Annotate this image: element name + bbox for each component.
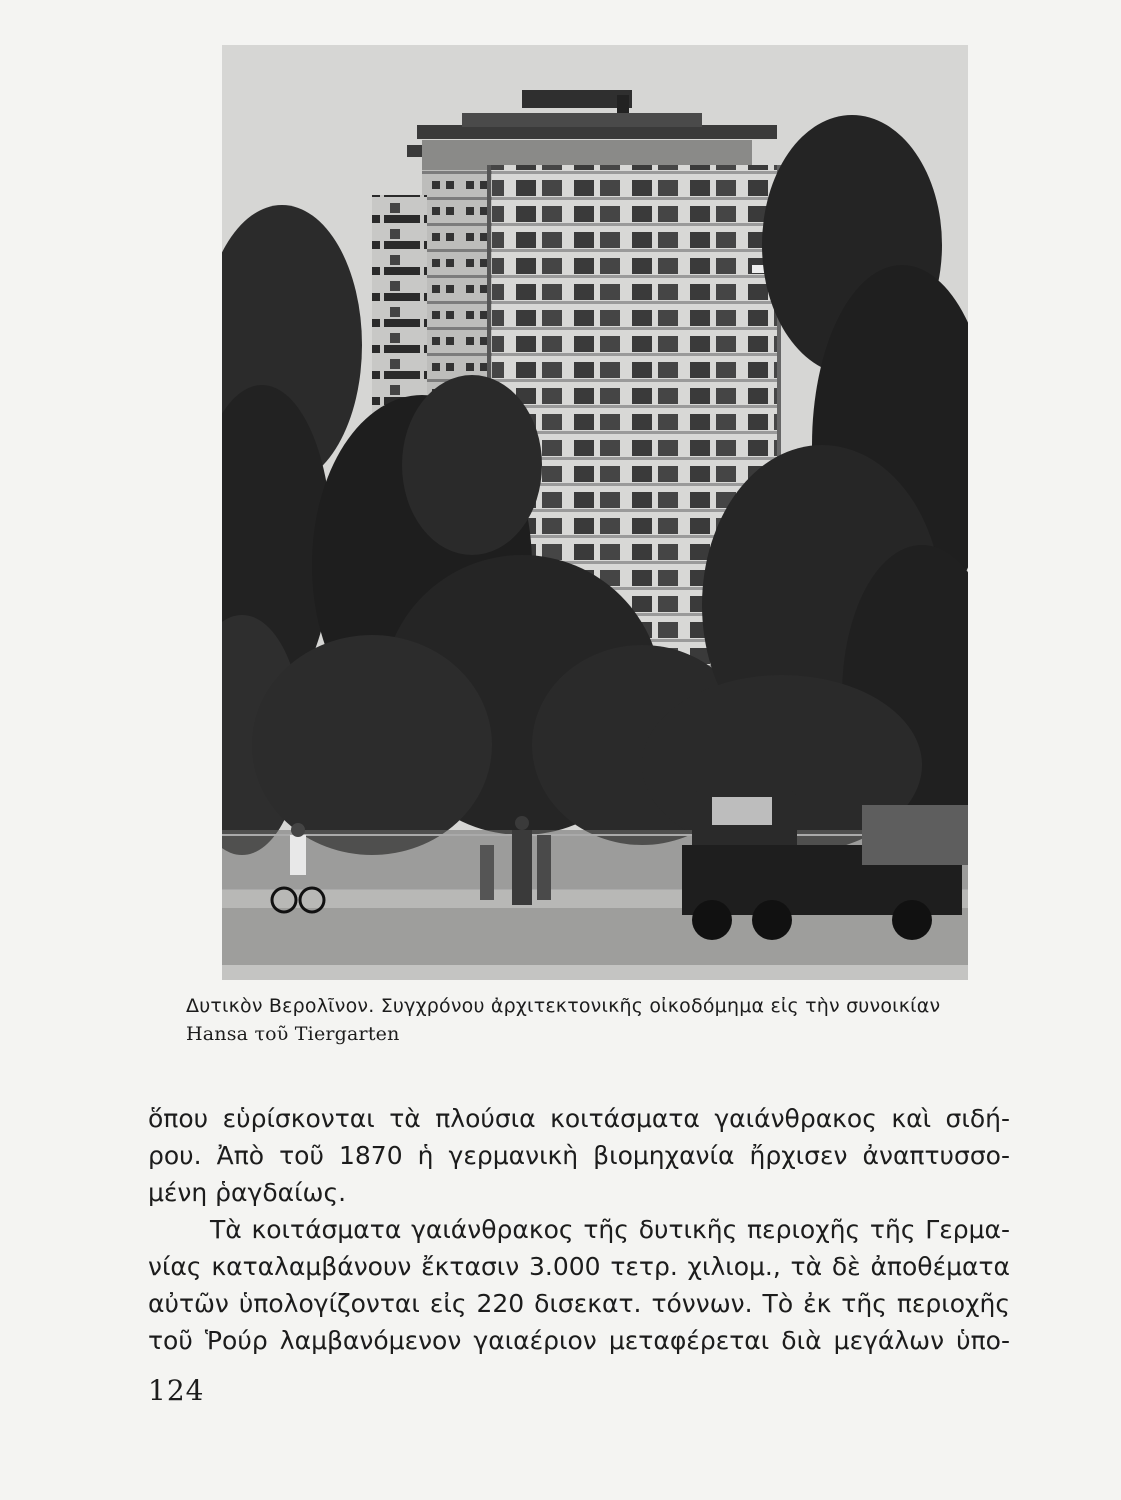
- text-line: αὐτῶν ὑπολογίζονται εἰς 220 δισεκατ. τόννων. Τὸ ἐκ τῆς περιοχῆς: [148, 1289, 1010, 1318]
- text-line: νίας καταλαμβάνουν ἔκτασιν 3.000 τετρ. χιλιομ., τὰ δὲ ἀποθέματα: [148, 1252, 1010, 1281]
- text-line: ρου. Ἀπὸ τοῦ 1870 ἡ γερμανικὴ βιομηχανία ἤρχισεν ἀναπτυσσο-: [148, 1141, 1010, 1170]
- text-line: μένη ῥαγδαίως.: [148, 1178, 347, 1207]
- building-photograph: [222, 45, 968, 980]
- body-text: [148, 1100, 1010, 1359]
- photo-building-icon: [222, 45, 968, 980]
- text-line: τοῦ Ῥούρ λαμβανόμενον γαιαέριον μεταφέρεται διὰ μεγάλων ὑπο-: [148, 1326, 1010, 1355]
- caption-line: Δυτικὸν Βερολῖνον. Συγχρόνου ἀρχιτεκτονικῆς οἰκοδόμημα εἰς τὴν συνοικίαν: [186, 995, 941, 1017]
- text-line: ὅπου εὑρίσκονται τὰ πλούσια κοιτάσματα γαιάνθρακος καὶ σιδή-: [148, 1104, 1010, 1133]
- page-number: 124: [148, 1374, 205, 1407]
- text-line: Τὰ κοιτάσματα γαιάνθρακος τῆς δυτικῆς περιοχῆς τῆς Γερμα-: [210, 1215, 1010, 1244]
- caption-line: Hansa τοῦ Tiergarten: [186, 1023, 400, 1045]
- figure-caption: [186, 992, 986, 1048]
